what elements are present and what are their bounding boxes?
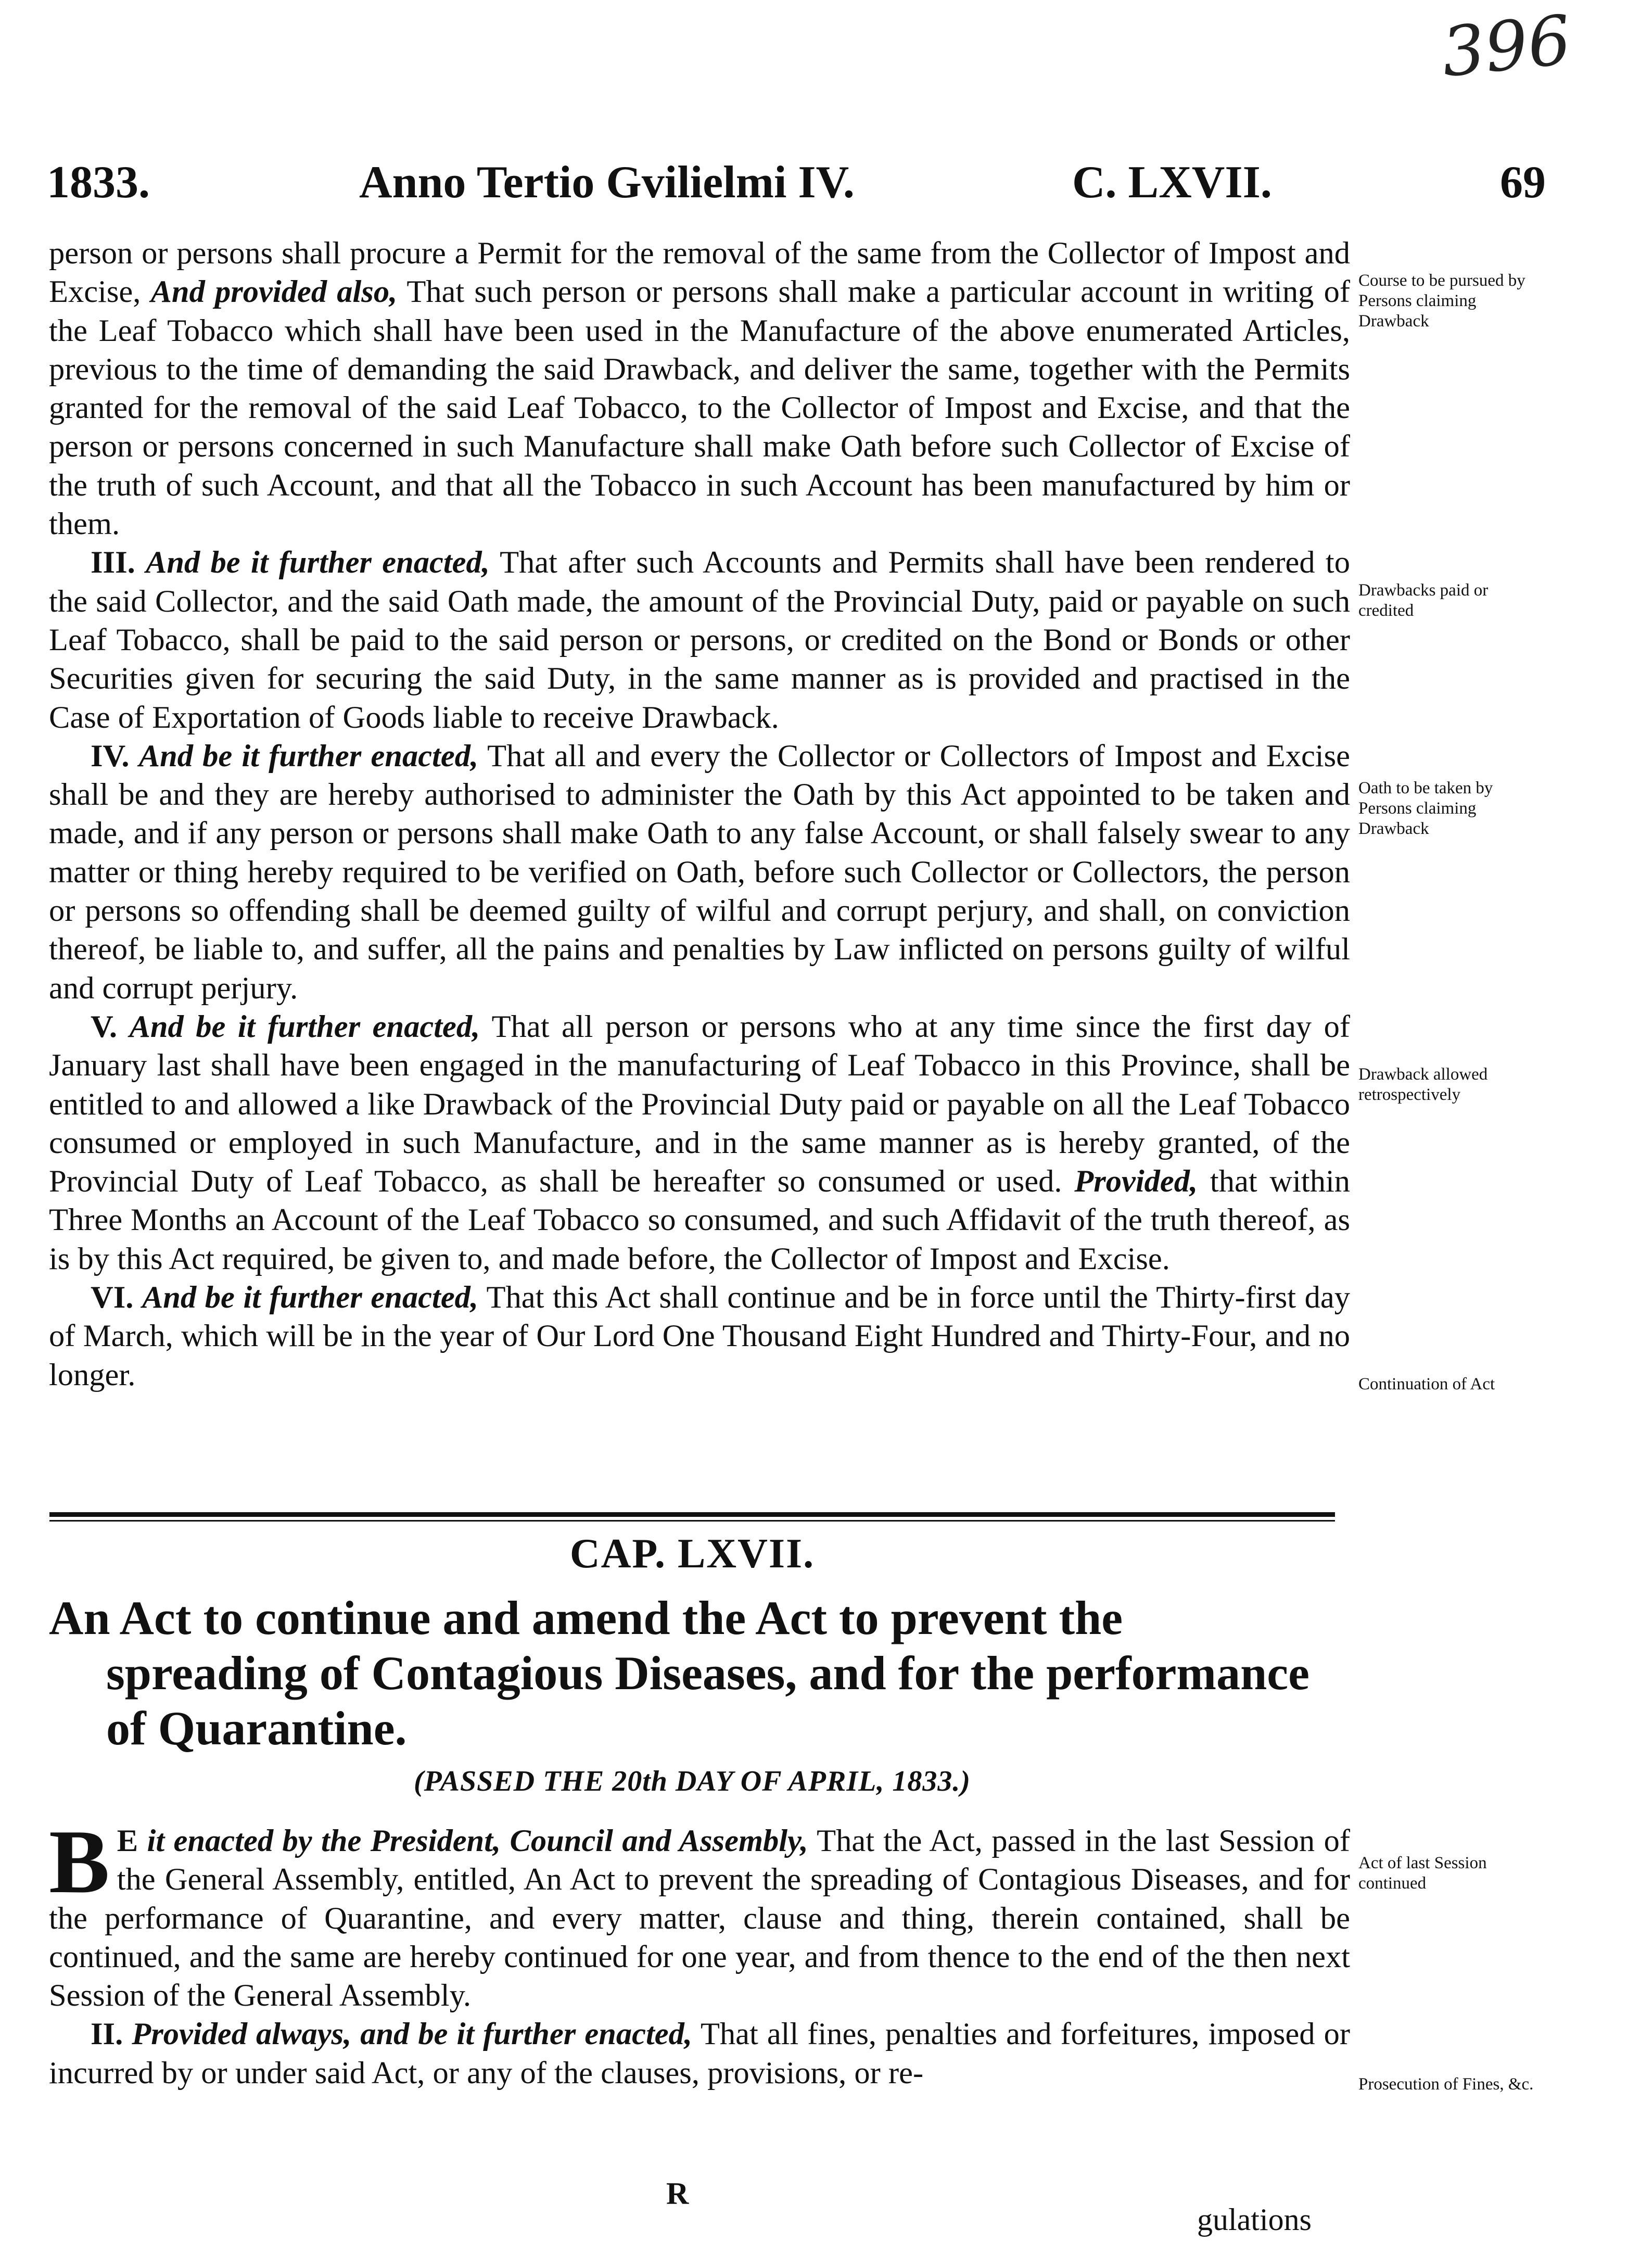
handwritten-folio-number: 396 xyxy=(1438,0,1575,93)
section-4: IV. And be it further enacted, That all and every the Collector or Collectors of Impost and Excise shall be and they are hereby authorised to administer the Oath by this Act appointed to be taken and made, and if any person or persons shall make Oath to any false Account, or shall falsely swear to any matter or thing hereby required to be verified on Oath, before such Collector or Collectors, the person or persons so offending shall be deemed guilty of wilful and corrupt perjury, and shall, on conviction thereof, be liable to, and suffer, all the pains and penalties by Law inflicted on persons guilty of wilful and corrupt perjury. xyxy=(49,738,1351,1006)
enacting-clause: B E it enacted by the President, Council and Assembly, That the Act, passed in the last Session of the General Assembly, entitled, An Act to prevent the spreading of Contagious Diseases, and for the performance of Quarantine, and every matter, clause and thing, therein contained, shall be continued, and the same are hereby continued for one year, and from thence to the end of the then next Session of the General Assembly. xyxy=(49,1811,1350,2013)
section-6: VI. And be it further enacted, That this Act shall continue and be in force until the Thirty-first day of March, which will be in the year of Our Lord One Thousand Eight Hundred and Thirty-Four, and no longer. xyxy=(49,1280,1350,1392)
header-title: Anno Tertio Gvilielmi IV. xyxy=(359,157,855,208)
passed-date: (PASSED THE 20th DAY OF APRIL, 1833.) xyxy=(413,1765,971,1797)
section-divider-thick xyxy=(49,1512,1335,1517)
margin-note-retrospective: Drawback allowed retrospectively xyxy=(1358,1065,1488,1104)
act-title-line-2: spreading of Contagious Diseases, and for the performance xyxy=(106,1646,1309,1700)
section-2: II. Provided always, and be it further enacted, That all fines, penalties and forfeitures, imposed or incurred by or under said Act, or any of the clauses, provisions, or re- xyxy=(49,2017,1350,2090)
chapter-heading: CAP. LXVII. xyxy=(569,1531,815,1577)
margin-note-prosecution: Prosecution of Fines, &c. xyxy=(1358,2075,1534,2094)
statute-body-lower xyxy=(49,1811,1350,2093)
act-title-line-3: of Quarantine. xyxy=(106,1702,407,1755)
header-year: 1833. xyxy=(47,157,150,208)
statute-body-upper xyxy=(49,234,1350,1395)
margin-note-act-continued: Act of last Session continued xyxy=(1358,1854,1487,1893)
header-chapter: C. LXVII. xyxy=(1072,157,1272,208)
drop-cap: B xyxy=(49,1811,110,1912)
margin-note-drawbacks-paid: Drawbacks paid or credited xyxy=(1358,581,1489,620)
header-page-number: 69 xyxy=(1500,157,1546,208)
catchword: gulations xyxy=(1197,2202,1312,2237)
section-5: V. And be it further enacted, That all person or persons who at any time since the first day of January last shall have been engaged in the manufacturing of Leaf Tobacco in this Province, shall be entitled to and allowed a like Drawback of the Provincial Duty paid or payable on all the Leaf Tobacco consumed or employed in such Manufacture, and in the same manner as is hereby granted, of the Provincial Duty of Leaf Tobacco, as shall be hereafter so consumed or used. Provided, that within Three Months an Account of the Leaf Tobacco so consumed, and such Affidavit of the truth thereof, as is by this Act required, be given to, and made before, the Collector of Impost and Excise. xyxy=(49,1009,1351,1276)
act-title-line-1: An Act to continue and amend the Act to prevent the xyxy=(49,1591,1123,1644)
section-3: III. And be it further enacted, That after such Accounts and Permits shall have been rendered to the said Collector, and the said Oath made, the amount of the Provincial Duty, paid or payable on such Leaf Tobacco, shall be paid to the said person or persons, or credited on the Bond or Bonds or other Securities given for securing the said Duty, in the same manner as is provided and practised in the Case of Exportation of Goods liable to receive Drawback. xyxy=(49,545,1350,735)
running-header xyxy=(47,156,1546,219)
paragraph-continuation: person or persons shall procure a Permit for the removal of the same from the Collector of Impost and Excise, And provided also, That such person or persons shall make a particular account in writing of the Leaf Tobacco which shall have been used in the Manufacture of the above enumerated Articles, previous to the time of demanding the said Drawback, and deliver the same, together with the Permits granted for the removal of the said Leaf Tobacco, to the Collector of Impost and Excise, and that the person or persons concerned in such Manufacture shall make Oath before such Collector of Excise of the truth of such Account, and that all the Tobacco in such Account has been manufactured by him or them. xyxy=(49,236,1351,542)
margin-note-course: Course to be pursued by Persons claiming Drawback xyxy=(1358,271,1525,331)
margin-note-oath: Oath to be taken by Persons claiming Drawback xyxy=(1358,779,1493,838)
section-divider-thin xyxy=(49,1520,1335,1522)
signature-mark: R xyxy=(666,2176,689,2211)
margin-note-continuation: Continuation of Act xyxy=(1358,1375,1495,1393)
act-title xyxy=(49,1590,1350,1756)
